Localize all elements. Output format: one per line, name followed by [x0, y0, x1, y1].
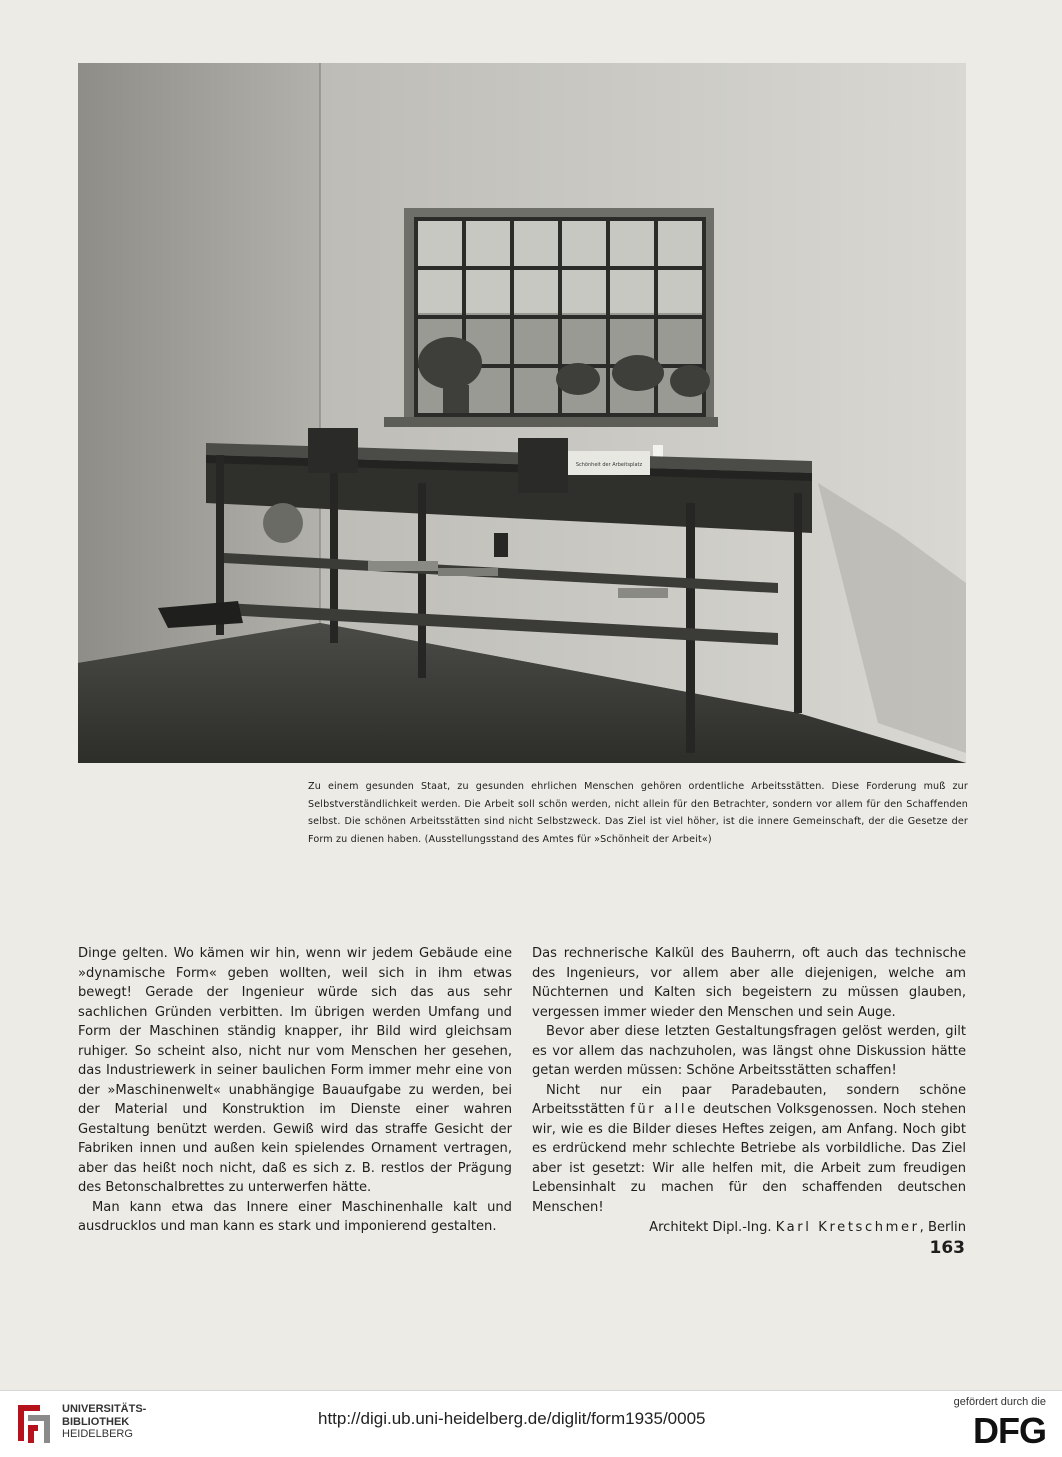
- funding-label: gefördert durch die: [953, 1396, 1046, 1408]
- left-text-column: [78, 944, 512, 1237]
- right-text-column: [532, 944, 966, 1238]
- paragraph: Dinge gelten. Wo kämen wir hin, wenn wir jedem Gebäude eine »dynamische Form« geben wollten, weil sich in ihm etwas bewegt! Gerade der Ingenieur würde sich das aus sehr sachlichen Gründen verbitten. Im übrigen werden Umfang und Form der Maschinen ständig knapper, ihr Bild wird gleichsam ruhiger. So scheint also, nicht nur vom Menschen her gesehen, das Industriewerk in seiner baulichen Form immer mehr eine von der »Maschinenwelt« unabhängige Bauaufgabe zu werden, bei der Material und Konstruktion im Dienste einer wahren Gestaltung benützt werden. Gewiß wird das straffe Gesicht der Fabriken innen und außen kein spielendes Ornament vertragen, aber das heißt noch nicht, daß es sich z. B. restlos der Prägung des Betonschalbrettes zu unterwerfen hätte.: [78, 946, 512, 1195]
- dfg-logo: DFG: [973, 1410, 1046, 1451]
- digitization-footer: [0, 1390, 1062, 1457]
- paragraph: Bevor aber diese letzten Gestaltungsfragen gelöst werden, gilt es vor allem das nachzuholen, was längst ohne Diskussion hätte getan werden müssen: Schöne Arbeitsstätten schaffen!: [532, 1024, 966, 1078]
- paragraph: [532, 1081, 966, 1218]
- library-name-line: BIBLIOTHEK: [62, 1415, 130, 1428]
- permalink-url[interactable]: http://digi.ub.uni-heidelberg.de/diglit/form1935/0005: [318, 1409, 706, 1428]
- paragraph: Das rechnerische Kalkül des Bauherrn, oft auch das technische des Ingenieurs, vor allem aber alle diejenigen, welche am Nüchternen und Kalten sich begeistern zu müssen glauben, vergessen immer wieder den Menschen und sein Auge.: [532, 946, 966, 1020]
- paragraph-part: Nicht nur ein paar Paradebauten, sondern schöne Arbeitsstätten: [532, 1082, 966, 1117]
- emphasized-text: für alle: [630, 1102, 698, 1117]
- page-number: 163: [929, 1238, 965, 1258]
- signature-city: , Berlin: [919, 1220, 966, 1235]
- author-name: Karl Kretschmer: [775, 1220, 920, 1235]
- university-library-logo-icon: [14, 1401, 54, 1447]
- library-name-line: UNIVERSITÄTS-: [62, 1403, 147, 1415]
- photo-caption: Zu einem gesunden Staat, zu gesunden ehrlichen Menschen gehören ordentliche Arbeitsstätten. Diese Forderung muß zur Selbstverständlichkeit werden. Die Arbeit soll schön werden, nicht allein für den Betrachter, sondern vor allem für den Schaffenden selbst. Die schönen Arbeitsstätten sind nicht Selbstzweck. Das Ziel ist viel höher, ist die innere Gemeinschaft, der die Gesetze der Form zu dienen haben. (Ausstellungsstand des Amtes für »Schönheit der Arbeit«): [308, 781, 968, 845]
- paragraph-part: deutschen Volksgenossen. Noch stehen wir, wie es die Bilder dieses Heftes zeigen, am Anfang. Noch gibt es erdrückend mehr schlechte Betriebe als vorbildliche. Das Ziel aber ist gesetzt: Wir alle helfen mit, die Arbeit zum freudigen Lebensinhalt zu machen für den schaffenden deutschen Menschen!: [532, 1102, 967, 1215]
- paragraph: Man kann etwa das Innere einer Maschinenhalle kalt und ausdrucklos und man kann es stark und imponierend gestalten.: [78, 1199, 512, 1234]
- photo-sign-text: Schönheit der Arbeitsplatz: [575, 462, 643, 468]
- library-name-line: HEIDELBERG: [62, 1428, 133, 1440]
- author-signature: [532, 1218, 966, 1238]
- library-name: [62, 1403, 146, 1441]
- workbench-photo: [78, 63, 966, 763]
- signature-title: Architekt Dipl.-Ing.: [649, 1220, 776, 1235]
